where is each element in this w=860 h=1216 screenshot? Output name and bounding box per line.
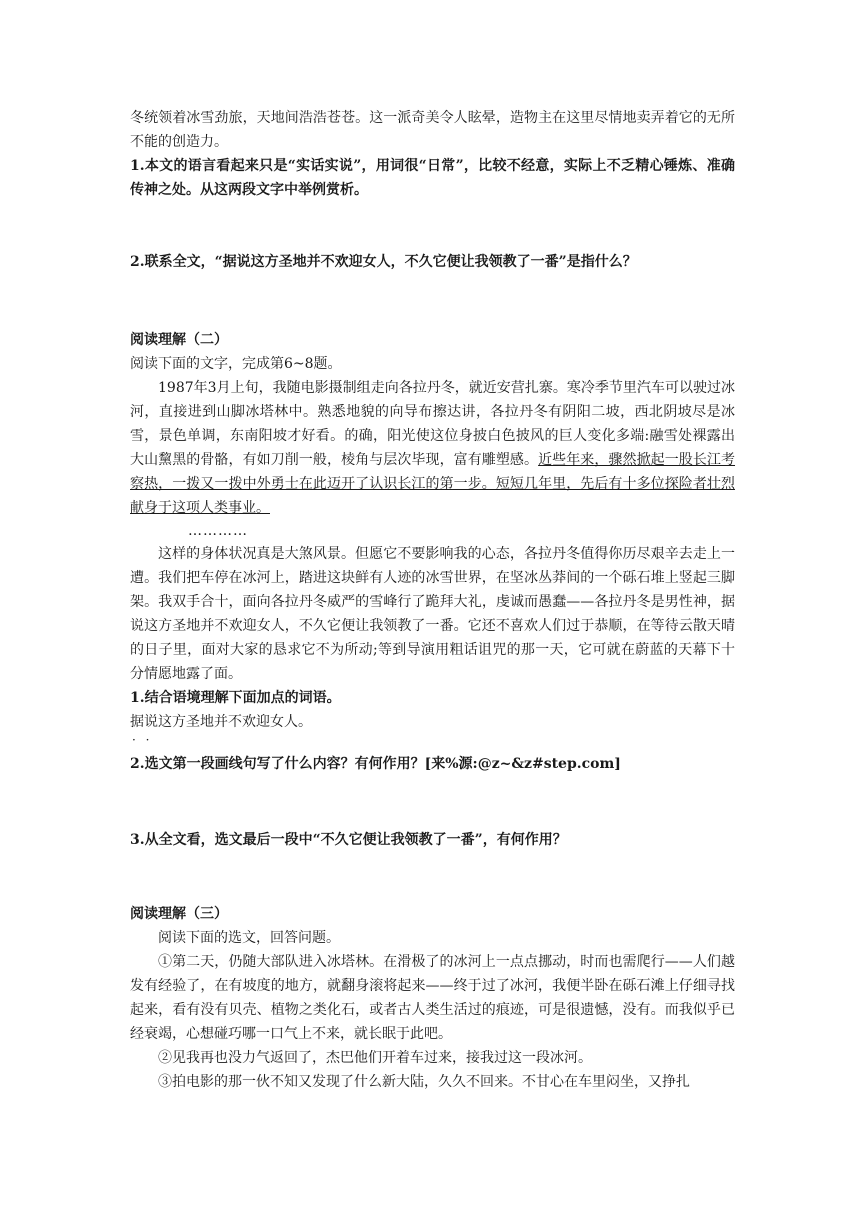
reading2-paragraph-1-text: 1987年3月上旬，我随电影摄制组走向各拉丹冬，就近安营扎寨。寒冷季节里汽车可以驶过冰河，直接进到山脚冰塔林中。熟悉地貌的向导布擦达讲，各拉丹冬有阴阳二坡，西北阴坡尽是冰雪，景色单调，东南阳坡才好看。的确，阳光使这位身披白色披风的巨人变化多端:融雪处裸露出大山黧黑的骨骼，有如刀削一般，棱角与层次毕现，富有雕塑感。 xyxy=(130,380,735,468)
reading2-paragraph-1 xyxy=(130,376,735,520)
reading2-question-3: 3.从全文看，选文最后一段中“不久它便让我领教了一番”，有何作用？ xyxy=(130,832,567,848)
intro-paragraph: 冬统领着冰雪劲旅，天地间浩浩苍苍。这一派奇美令人眩晕，造物主在这里尽情地卖弄着它的无所不能的创造力。 xyxy=(130,110,735,150)
reading2-question-2: 2.选文第一段画线句写了什么内容？有何作用？[来%源:@z~&z#step.com] xyxy=(130,756,621,772)
reading3-paragraph-1: ①第二天，仍随大部队进入冰塔林。在滑极了的冰河上一点点挪动，时而也需爬行——人们越发有经验了，在有坡度的地方，就翻身滚将起来——终于过了冰河，我便半卧在砾石滩上仔细寻找起来，看有没有贝壳、植物之类化石，或者古人类生活过的痕迹，可是很遗憾，没有。而我似乎已经衰竭，心想碰巧哪一口气上不来，就长眠于此吧。 xyxy=(130,954,735,1042)
reading3-paragraph-3: ③拍电影的那一伙不知又发现了什么新大陆，久久不回来。不甘心在车里闷坐，又挣扎 xyxy=(158,1074,690,1090)
answer-space xyxy=(130,202,735,250)
reading2-paragraph-2: 这样的身体状况真是大煞风景。但愿它不要影响我的心态，各拉丹冬值得你历尽艰辛去走上一遭。我们把车停在冰河上，踏进这块鲜有人迹的冰雪世界，在坚冰丛莽间的一个砾石堆上竖起三脚架。我双手合十，面向各拉丹冬威严的雪峰行了跪拜大礼，虔诚而愚蠢——各拉丹冬是男性神，据说这方圣地并不欢迎女人，不久它便让我领教了一番。它还不喜欢人们过于恭顺，在等待云散天晴的日子里，面对大家的恳求它不为所动;等到导演用粗话诅咒的那一天，它可就在蔚蓝的天幕下十分情愿地露了面。 xyxy=(130,546,735,682)
reading3-paragraph-2: ②见我再也没力气返回了，杰巴他们开着车过来，接我过这一段冰河。 xyxy=(158,1050,592,1066)
section-heading-3: 阅读理解（三） xyxy=(130,906,228,922)
section-instruction-2: 阅读下面的文字，完成第6~8题。 xyxy=(130,356,342,372)
question-1: 1.本文的语言看起来只是“实话实说”，用词很“日常”，比较不经意，实际上不乏精心锤炼、准确传神之处。从这两段文字中举例赏析。 xyxy=(130,158,735,198)
dotted-words: 据说这方圣地并不欢迎女人。 · · xyxy=(130,714,312,730)
ellipsis: ………… xyxy=(188,523,248,539)
reading2-question-1: 1.结合语境理解下面加点的词语。 xyxy=(130,690,341,706)
document-page xyxy=(130,106,735,1094)
question-2: 2.联系全文，“据说这方圣地并不欢迎女人，不久它便让我领教了一番”是指什么？ xyxy=(130,254,637,270)
answer-space xyxy=(130,776,735,828)
section-heading-2: 阅读理解（二） xyxy=(130,332,228,348)
underlined-sentence: 近些年来，骤然掀起一股长江考察热，一拨又一拨中外勇士在此迈开了认识长江的第一步。短短几年里，先后有十多位探险者壮烈献身于这项人类事业。 xyxy=(130,452,736,516)
answer-space xyxy=(130,274,735,328)
answer-space xyxy=(130,852,735,902)
section-instruction-3: 阅读下面的选文，回答问题。 xyxy=(158,930,340,946)
reading2-question-1-sentence xyxy=(130,710,735,734)
